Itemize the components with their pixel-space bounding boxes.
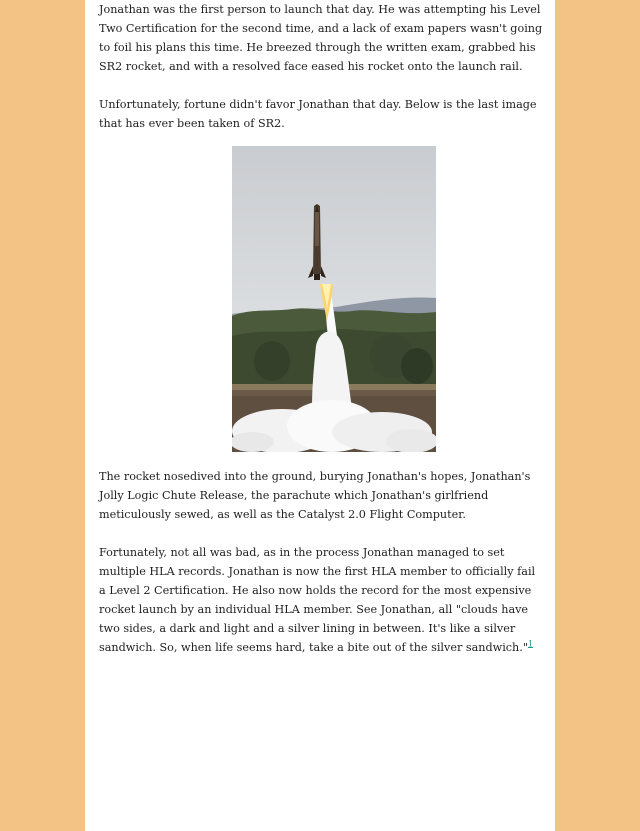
- paragraph-launch-attempt: Jonathan was the first person to launch that day. He was attempting his Level Two Certification for the second time, and a lack of exam papers wasn't going to foil his plans this time. He breezed through the written exam, grabbed his SR2 rocket, and with a resolved face eased his rocket onto the launch rail.: [99, 3, 543, 73]
- footnote-link[interactable]: 1: [527, 639, 534, 649]
- paragraph-nosedive: The rocket nosedived into the ground, burying Jonathan's hopes, Jonathan's Jolly Logic Chute Release, the parachute which Jonathan's girlfriend meticulously sewed, as well as the Catalyst 2.0 Flight Computer.: [99, 470, 531, 521]
- article-page: [85, 0, 555, 831]
- hla-records-text: Fortunately, not all was bad, as in the process Jonathan managed to set multiple HLA records. Jonathan is now the first HLA member to officially fail a Level 2 Certification. He also now holds the record for the most expensive rocket launch by an individual HLA member. See Jonathan, all "clouds have two sides, a dark and light and a silver lining in between. It's like a silver sandwich. So, when life seems hard, take a bite out of the silver sandwich.": [99, 546, 536, 654]
- rocket-launch-photo: [232, 146, 436, 452]
- paragraph-hla-records: [99, 543, 545, 657]
- paragraph-last-image: Unfortunately, fortune didn't favor Jonathan that day. Below is the last image that has ever been taken of SR2.: [99, 98, 537, 130]
